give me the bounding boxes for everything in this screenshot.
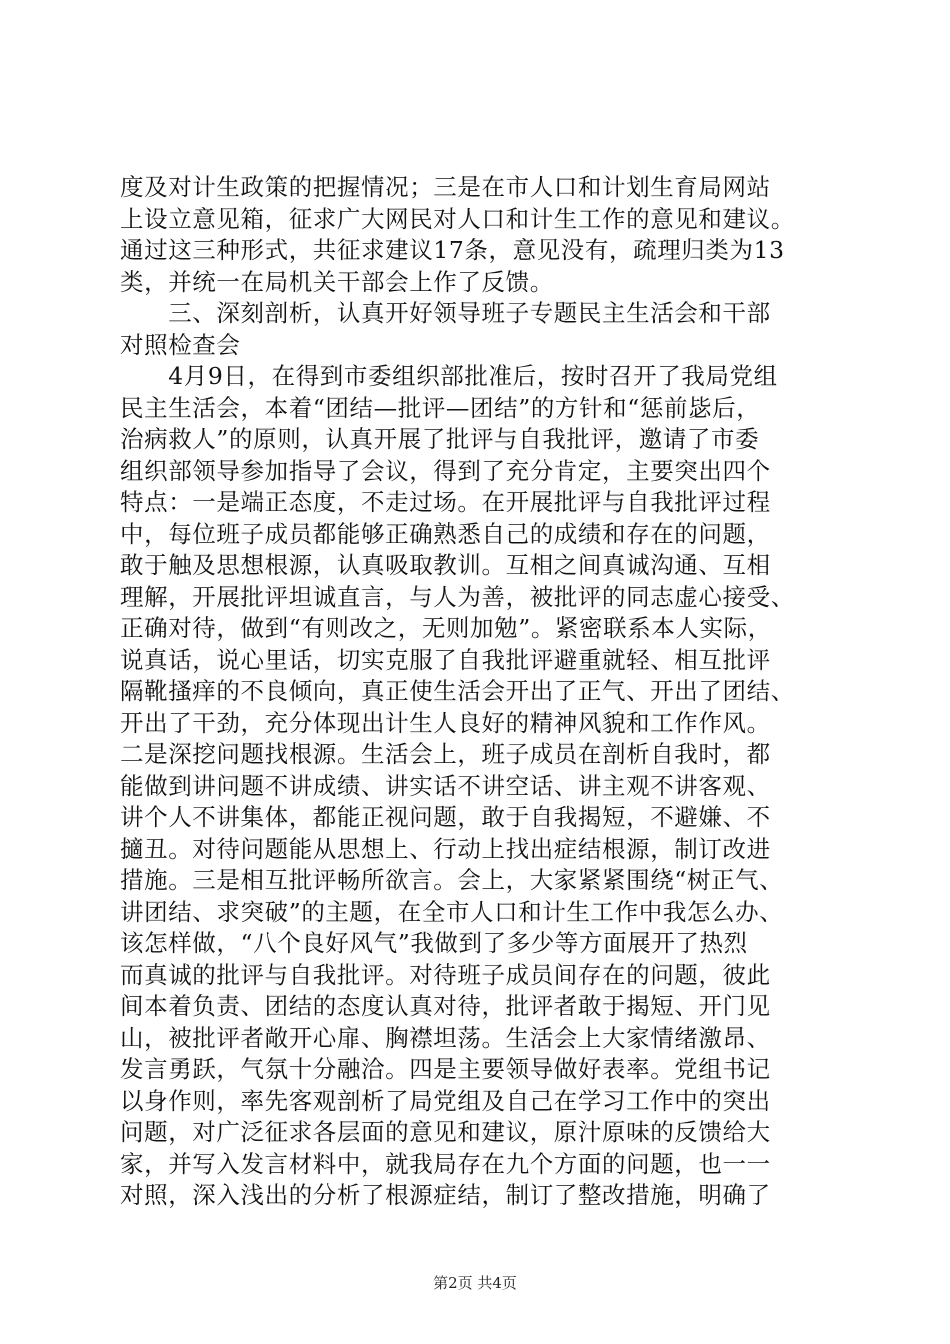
text-line: 家，并写入发言材料中，就我局存在九个方面的问题，也一一: [120, 1149, 771, 1178]
text-line: 理解，开展批评坦诚直言，与人为善，被批评的同志虚心接受、: [120, 582, 795, 611]
text-line: 发言勇跃，气氛十分融洽。四是主要领导做好表率。党组书记: [120, 1055, 771, 1083]
text-line: 擿丑。对待问题能从思想上、行动上找出症结根源，制订改进: [120, 834, 771, 863]
text-line: 对照，深入浅出的分析了根源症结，制订了整改措施，明确了: [120, 1181, 771, 1209]
text-line: 说真话，说心里话，切实克服了自我批评避重就轻、相互批评: [120, 645, 771, 674]
text-line: 4月9日，在得到市委组织部批准后，按时召开了我局党组: [120, 362, 778, 390]
text-line: 以身作则，率先客观剖析了局党组及自己在学习工作中的突出: [120, 1086, 771, 1115]
text-line: 上设立意见箱，征求广大网民对人口和计生工作的意见和建议。: [120, 204, 795, 233]
text-line: 该怎样做，“八个良好风气”我做到了多少等方面展开了热烈: [120, 929, 748, 957]
text-line: 讲团结、求突破”的主题，在全市人口和计生工作中我怎么办、: [120, 897, 784, 926]
text-line: 问题，对广泛征求各层面的意见和建议，原汁原味的反馈给大: [120, 1118, 771, 1146]
text-line: 正确对待，做到“有则改之，无则加勉”。紧密联系本人实际，: [120, 614, 772, 642]
text-line: 措施。三是相互批评畅所欲言。会上，大家紧紧围绕“树正气、: [120, 866, 784, 894]
text-line: 山，被批评者敞开心扉、胸襟坦荡。生活会上大家情绪激昂、: [120, 1023, 771, 1052]
text-line: 民主生活会，本着“团结—批评—团结”的方针和“惩前毖后，: [120, 393, 761, 422]
text-line: 开出了干劲，充分体现出计生人良好的精神风貌和工作作风。: [120, 708, 771, 737]
text-line: 而真诚的批评与自我批评。对待班子成员间存在的问题，彼此: [120, 960, 771, 989]
text-line: 对照检查会: [120, 330, 241, 359]
text-line: 敢于触及思想根源，认真吸取教训。互相之间真诚沟通、互相: [120, 551, 771, 579]
text-line: 三、深刻剖析，认真开好领导班子专题民主生活会和干部: [120, 299, 771, 327]
text-line: 特点：一是端正态度，不走过场。在开展批评与自我批评过程: [120, 488, 771, 516]
text-line: 通过这三种形式，共征求建议17条，意见没有，疏理归类为13: [120, 236, 785, 264]
text-line: 组织部领导参加指导了会议，得到了充分肯定，主要突出四个: [120, 456, 771, 485]
text-line: 治病救人”的原则，认真开展了批评与自我批评，邀请了市委: [120, 425, 760, 453]
text-line: 能做到讲问题不讲成绩、讲实话不讲空话、讲主观不讲客观、: [120, 771, 771, 800]
text-line: 中，每位班子成员都能够正确熟悉自己的成绩和存在的问题，: [120, 519, 771, 548]
text-line: 讲个人不讲集体，都能正视问题，敢于自我揭短，不避嫌、不: [120, 803, 771, 831]
page-footer: 第2页 共4页: [433, 1274, 517, 1292]
text-line: 间本着负责、团结的态度认真对待，批评者敢于揭短、开门见: [120, 992, 771, 1020]
text-line: 隔靴搔痒的不良倾向，真正使生活会开出了正气、开出了团结、: [120, 677, 795, 705]
text-line: 度及对计生政策的把握情况；三是在市人口和计划生育局网站: [120, 173, 771, 201]
text-line: 二是深挖问题找根源。生活会上，班子成员在剖析自我时，都: [120, 740, 771, 768]
text-line: 类，并统一在局机关干部会上作了反馈。: [120, 267, 554, 296]
document-body: [120, 172, 840, 1212]
